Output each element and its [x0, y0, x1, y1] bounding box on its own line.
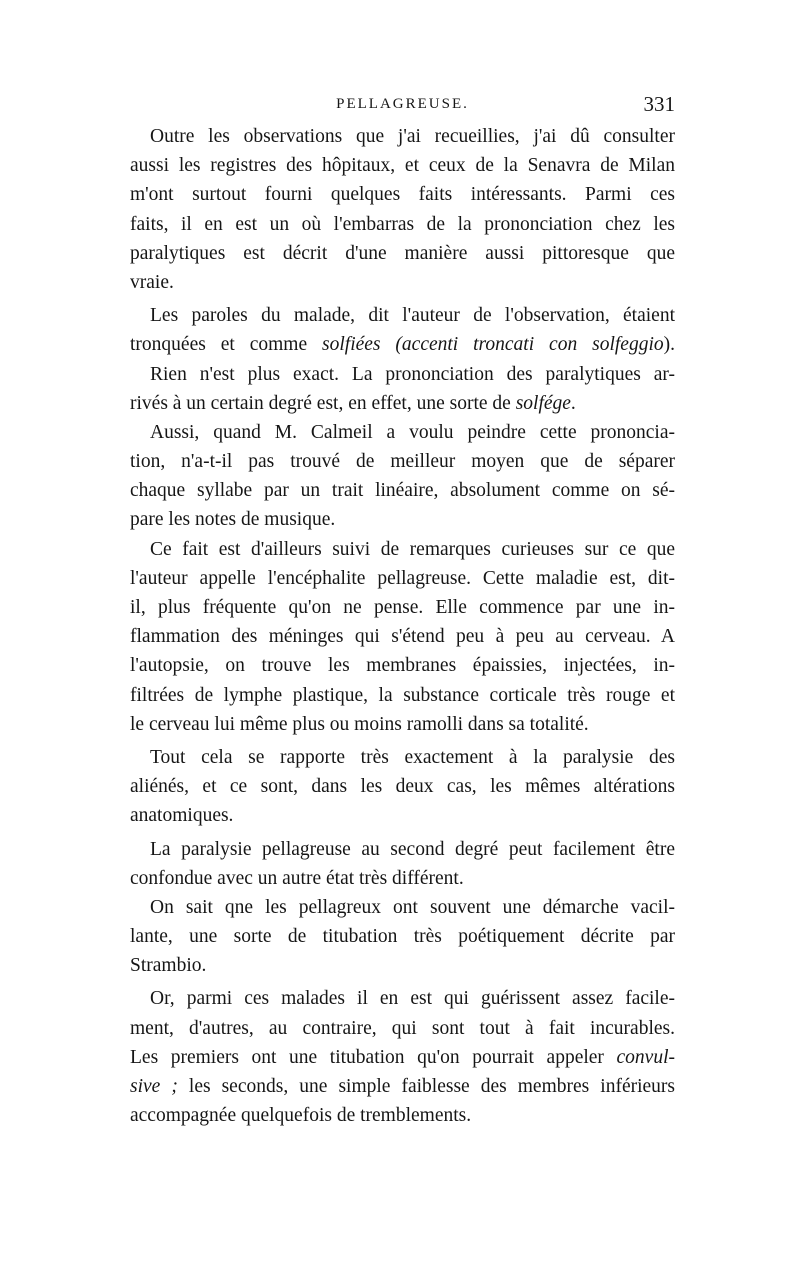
text-line: ment, d'autres, au contraire, qui sont tout à fait incurables. [130, 1017, 675, 1039]
text-line: lante, une sorte de titubation très poétiquement décrite par [130, 926, 675, 948]
text-line: aliénés, et ce sont, dans les deux cas, les mêmes altérations [130, 776, 675, 798]
text-line: paralytiques est décrit d'une manière aussi pittoresque que [130, 242, 675, 264]
text-line: le cerveau lui même plus ou moins ramolli dans sa totalité. [130, 713, 589, 735]
text-line [130, 1072, 675, 1101]
text-line [130, 389, 675, 418]
text-line: confondue avec un autre état très différent. [130, 867, 464, 889]
text-line: il, plus fréquente qu'on ne pense. Elle commence par une in- [130, 597, 675, 618]
line-text: . [570, 392, 576, 414]
text-line: l'autopsie, on trouve les membranes épaissies, injectées, in- [130, 655, 675, 677]
running-head [130, 92, 675, 118]
text-line [130, 1043, 675, 1072]
text-line: chaque syllabe par un trait linéaire, absolument comme on sé- [130, 480, 675, 502]
text-line: Aussi, quand M. Calmeil a voulu peindre cette prononcia- [150, 421, 675, 443]
text-line: l'auteur appelle l'encéphalite pellagreuse. Cette maladie est, dit- [130, 567, 675, 589]
text-line: pare les notes de musique. [130, 509, 336, 531]
text-line: aussi les registres des hôpitaux, et ceux de la Senavra de Milan [130, 155, 675, 177]
text-line: flammation des méninges qui s'étend peu à peu au cerveau. A [130, 626, 675, 648]
text-line: Or, parmi ces malades il en est qui guérissent assez facile- [150, 988, 675, 1010]
text-line: tion, n'a-t-il pas trouvé de meilleur moyen que de séparer [130, 451, 675, 473]
text-line: Les paroles du malade, dit l'auteur de l'observation, étaient [150, 305, 675, 327]
text-line: accompagnée quelquefois de tremblements. [130, 1105, 472, 1127]
line-text: Les premiers ont une titubation qu'on pourrait appeler [130, 1046, 617, 1068]
text-line: Ce fait est d'ailleurs suivi de remarques curieuses sur ce que [150, 538, 675, 560]
italic-text: sive ; [130, 1076, 178, 1097]
italic-text: solfiées (accenti troncati con solfeggio [322, 334, 664, 356]
line-text: rivés à un certain degré est, en effet, une sorte de [130, 392, 516, 414]
text-line: m'ont surtout fourni quelques faits intéressants. Parmi ces [130, 184, 675, 206]
text-line: La paralysie pellagreuse au second degré peut facilement être [150, 838, 675, 860]
italic-text: solfége [515, 392, 571, 414]
text-line: filtrées de lymphe plastique, la substance corticale très rouge et [130, 684, 675, 706]
italic-text: convul- [616, 1046, 675, 1068]
line-text: tronquées et comme [130, 334, 323, 356]
line-text: ). [663, 334, 675, 356]
text-line: Rien n'est plus exact. La prononciation des paralytiques ar- [150, 363, 675, 385]
text-line: On sait qne les pellagreux ont souvent une démarche vacil- [150, 896, 675, 918]
text-line: anatomiques. [130, 805, 234, 827]
body-text [130, 122, 675, 1130]
line-text: les seconds, une simple faiblesse des membres inférieurs [177, 1076, 675, 1097]
text-line [130, 330, 675, 359]
text-line: faits, il en est un où l'embarras de la prononciation chez les [130, 213, 675, 235]
text-line: vraie. [130, 271, 174, 293]
text-line: Tout cela se rapporte très exactement à la paralysie des [150, 746, 675, 768]
running-title: PELLAGREUSE. [336, 96, 469, 112]
text-line: Outre les observations que j'ai recueillies, j'ai dû consulter [150, 126, 675, 147]
page-number: 331 [643, 92, 675, 116]
text-line: Strambio. [130, 955, 207, 977]
